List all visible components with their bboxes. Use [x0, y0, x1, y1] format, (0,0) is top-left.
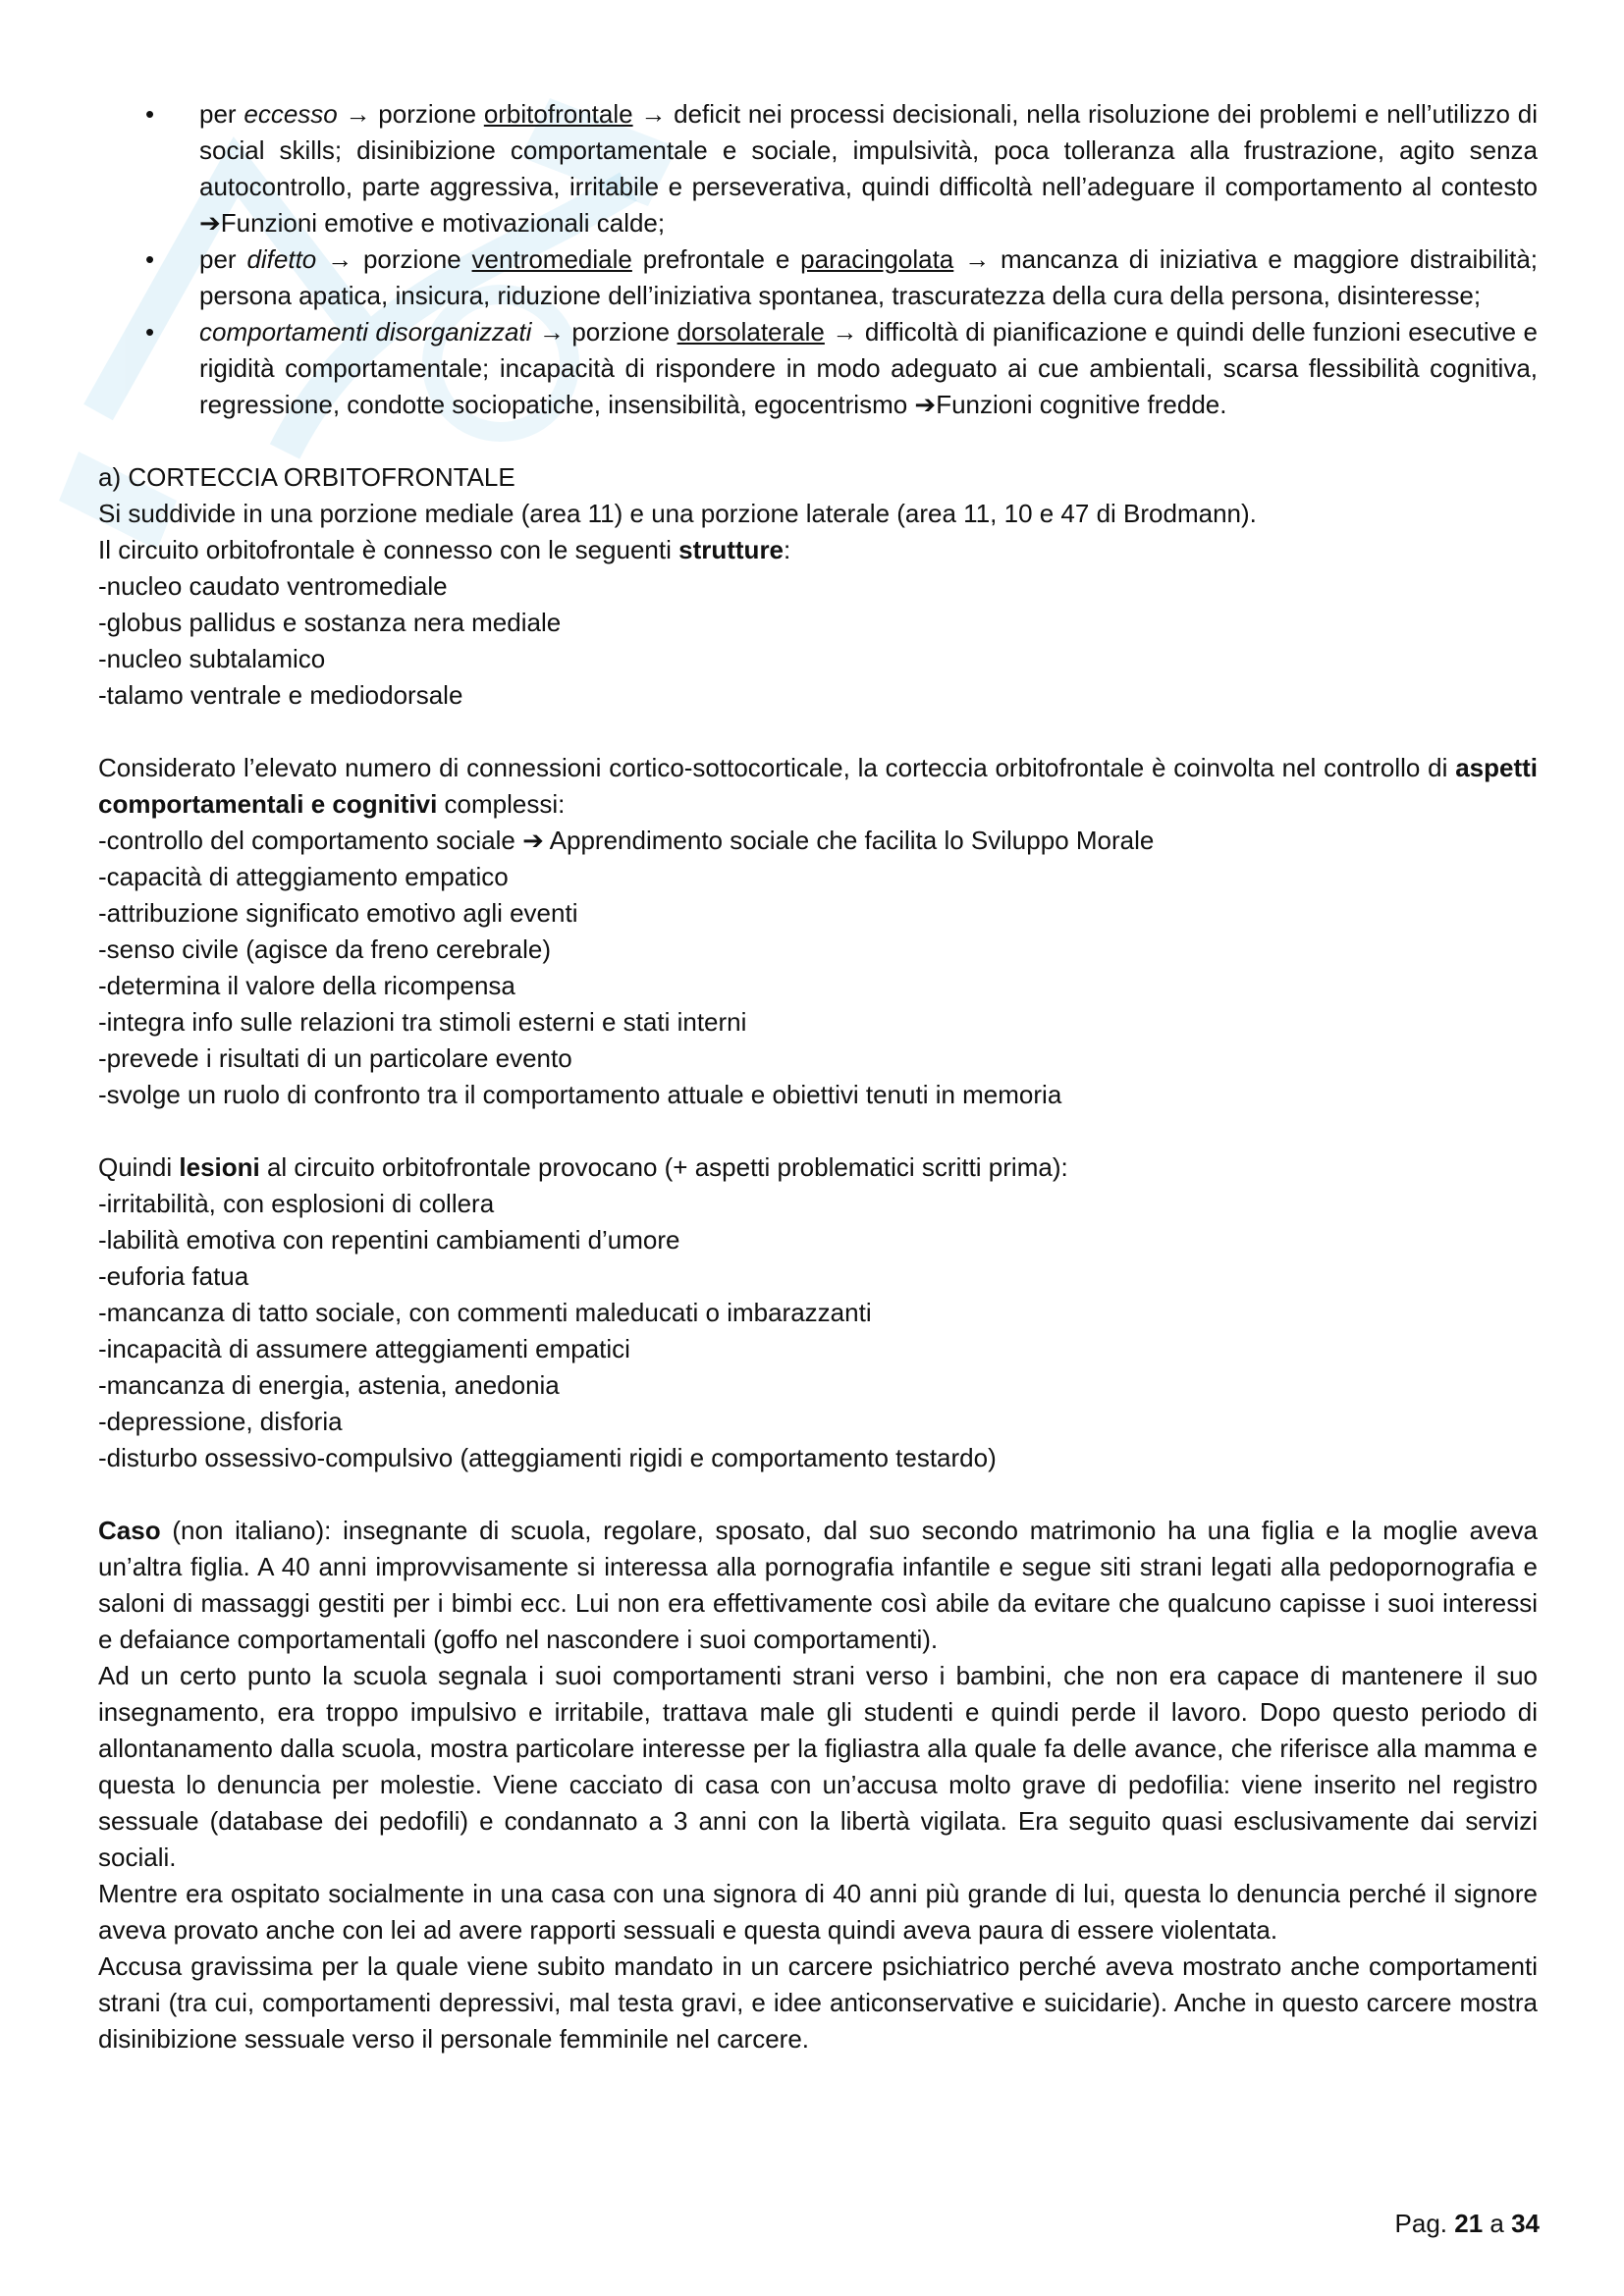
text: per	[199, 99, 244, 129]
bold-term: strutture	[678, 535, 785, 564]
italic-term: eccesso	[244, 99, 338, 129]
text: Quindi	[98, 1152, 180, 1182]
case-label: Caso	[98, 1516, 161, 1545]
circuit-intro	[98, 532, 1538, 568]
lesion-item: -mancanza di energia, astenia, anedonia	[98, 1370, 560, 1400]
total-pages: 34	[1511, 2209, 1540, 2238]
case-paragraph-3: Mentre era ospitato socialmente in una casa con una signora di 40 anni più grande di lui, questa lo denuncia perché il signore aveva provato anche con lei ad avere rapporti sessuali e questa quindi aveva paura di essere violentata.	[98, 1879, 1538, 1945]
bold-term: aspetti comportamentali e cognitivi	[98, 753, 1538, 819]
text: → porzione	[531, 317, 677, 347]
aspect-item: -attribuzione significato emotivo agli eventi	[98, 898, 578, 928]
text: Pag.	[1394, 2209, 1455, 2238]
text: Il circuito orbitofrontale è connesso con le seguenti	[98, 535, 679, 564]
aspect-item: -capacità di atteggiamento empatico	[98, 862, 509, 891]
text: → porzione	[316, 244, 472, 274]
text: al circuito orbitofrontale provocano (+ aspetti problematici scritti prima):	[259, 1152, 1068, 1182]
current-page: 21	[1454, 2209, 1484, 2238]
text: prefrontale e	[631, 244, 801, 274]
document-page	[98, 96, 1538, 2057]
lesion-item: -depressione, disforia	[98, 1407, 343, 1436]
aspect-item: -controllo del comportamento sociale ➔ Apprendimento sociale che facilita lo Sviluppo Morale	[98, 826, 1155, 855]
aspect-item: -prevede i risultati di un particolare evento	[98, 1043, 572, 1073]
aspects-intro	[98, 750, 1538, 823]
text: → difficoltà di pianificazione e quindi delle funzioni esecutive e rigidità comportamentale; incapacità di rispondere in modo adeguato ai cue ambientali, scarsa flessibilità cognitiva, regressione, condotte sociopatiche, insensibilità, egocentrismo ➔Funzioni cognitive fredde.	[199, 317, 1538, 419]
italic-term: comportamenti disorganizzati	[199, 317, 532, 347]
underlined-term: dorsolaterale	[677, 317, 825, 347]
lesion-item: -euforia fatua	[98, 1261, 249, 1291]
aspect-item: -svolge un ruolo di confronto tra il comportamento attuale e obiettivi tenuti in memoria	[98, 1080, 1062, 1109]
text: → mancanza di iniziativa e maggiore distraibilità; persona apatica, insicura, riduzione dell’iniziativa spontanea, trascuratezza della cura della persona, disinteresse;	[199, 244, 1539, 310]
bold-term: lesioni	[179, 1152, 260, 1182]
underlined-term: orbitofrontale	[483, 99, 633, 129]
case-paragraph-1	[98, 1513, 1538, 1658]
text: :	[784, 535, 791, 564]
text: → deficit nei processi decisionali, nella risoluzione dei problemi e nell’utilizzo di social skills; disinibizione comportamentale e sociale, impulsività, poca tolleranza alla frustrazione, agito senza autocontrollo, parte aggressiva, irritabile e perseverativa, quindi difficoltà nell’adeguare il comportamento al contesto ➔Funzioni emotive e motivazionali calde;	[199, 99, 1538, 238]
lesion-item: -mancanza di tatto sociale, con commenti maleducati o imbarazzanti	[98, 1298, 872, 1327]
structure-item: -globus pallidus e sostanza nera mediale	[98, 608, 562, 637]
text: per	[199, 244, 247, 274]
structure-item: -nucleo subtalamico	[98, 644, 326, 673]
bullet-difetto	[98, 241, 1538, 314]
bullet-list	[98, 96, 1538, 423]
subdivision-text: Si suddivide in una porzione mediale (area 11) e una porzione laterale (area 11, 10 e 47 di Brodmann).	[98, 499, 1257, 528]
aspect-item: -senso civile (agisce da freno cerebrale)	[98, 934, 551, 964]
italic-term: difetto	[246, 244, 317, 274]
lesion-item: -labilità emotiva con repentini cambiamenti d’umore	[98, 1225, 680, 1255]
lesion-item: -incapacità di assumere atteggiamenti empatici	[98, 1334, 630, 1363]
section-title: a) CORTECCIA ORBITOFRONTALE	[98, 462, 515, 492]
text: complessi:	[437, 789, 566, 819]
aspect-item: -determina il valore della ricompensa	[98, 971, 515, 1000]
bullet-eccesso	[98, 96, 1538, 241]
bullet-disorganizzati	[98, 314, 1538, 423]
text: Considerato l’elevato numero di connessioni cortico-sottocorticale, la corteccia orbitofrontale è coinvolta nel controllo di	[98, 753, 1456, 782]
text: a	[1483, 2209, 1512, 2238]
text: (non italiano): insegnante di scuola, regolare, sposato, dal suo secondo matrimonio ha una figlia e la moglie aveva un’altra figlia. A 40 anni improvvisamente si interessa alla pornografia infantile e segue siti strani legati alla pedopornografia e saloni di massaggi gestiti per i bimbi ecc. Lui non era effettivamente così abile da evitare che qualcuno capisse i suoi interessi e defaiance comportamentali (goffo nel nascondere i suoi comportamenti).	[98, 1516, 1538, 1654]
case-paragraph-2: Ad un certo punto la scuola segnala i suoi comportamenti strani verso i bambini, che non era capace di mantenere il suo insegnamento, era troppo impulsivo e irritabile, trattava male gli studenti e quindi perde il lavoro. Dopo questo periodo di allontanamento dalla scuola, mostra particolare interesse per la figliastra alla quale fa delle avance, che riferisce alla mamma e questa lo denuncia per molestie. Viene cacciato di casa con un’accusa molto grave di pedofilia: viene inserito nel registro sessuale (database dei pedofili) e condannato a 3 anni con la libertà vigilata. Era seguito quasi esclusivamente dai servizi sociali.	[98, 1661, 1538, 1872]
underlined-term: ventromediale	[471, 244, 632, 274]
aspect-item: -integra info sulle relazioni tra stimoli esterni e stati interni	[98, 1007, 747, 1037]
structure-item: -talamo ventrale e mediodorsale	[98, 680, 463, 710]
lesion-item: -irritabilità, con esplosioni di collera	[98, 1189, 495, 1218]
lesions-intro	[98, 1149, 1538, 1186]
structure-item: -nucleo caudato ventromediale	[98, 571, 448, 601]
underlined-term: paracingolata	[800, 244, 954, 274]
case-paragraph-4: Accusa gravissima per la quale viene subito mandato in un carcere psichiatrico perché aveva mostrato anche comportamenti strani (tra cui, comportamenti depressivi, mal testa gravi, e idee anticonservative e suicidarie). Anche in questo carcere mostra disinibizione sessuale verso il personale femminile nel carcere.	[98, 1951, 1538, 2054]
lesion-item: -disturbo ossessivo-compulsivo (atteggiamenti rigidi e comportamento testardo)	[98, 1443, 997, 1472]
page-number	[1395, 2209, 1540, 2239]
text: → porzione	[337, 99, 484, 129]
